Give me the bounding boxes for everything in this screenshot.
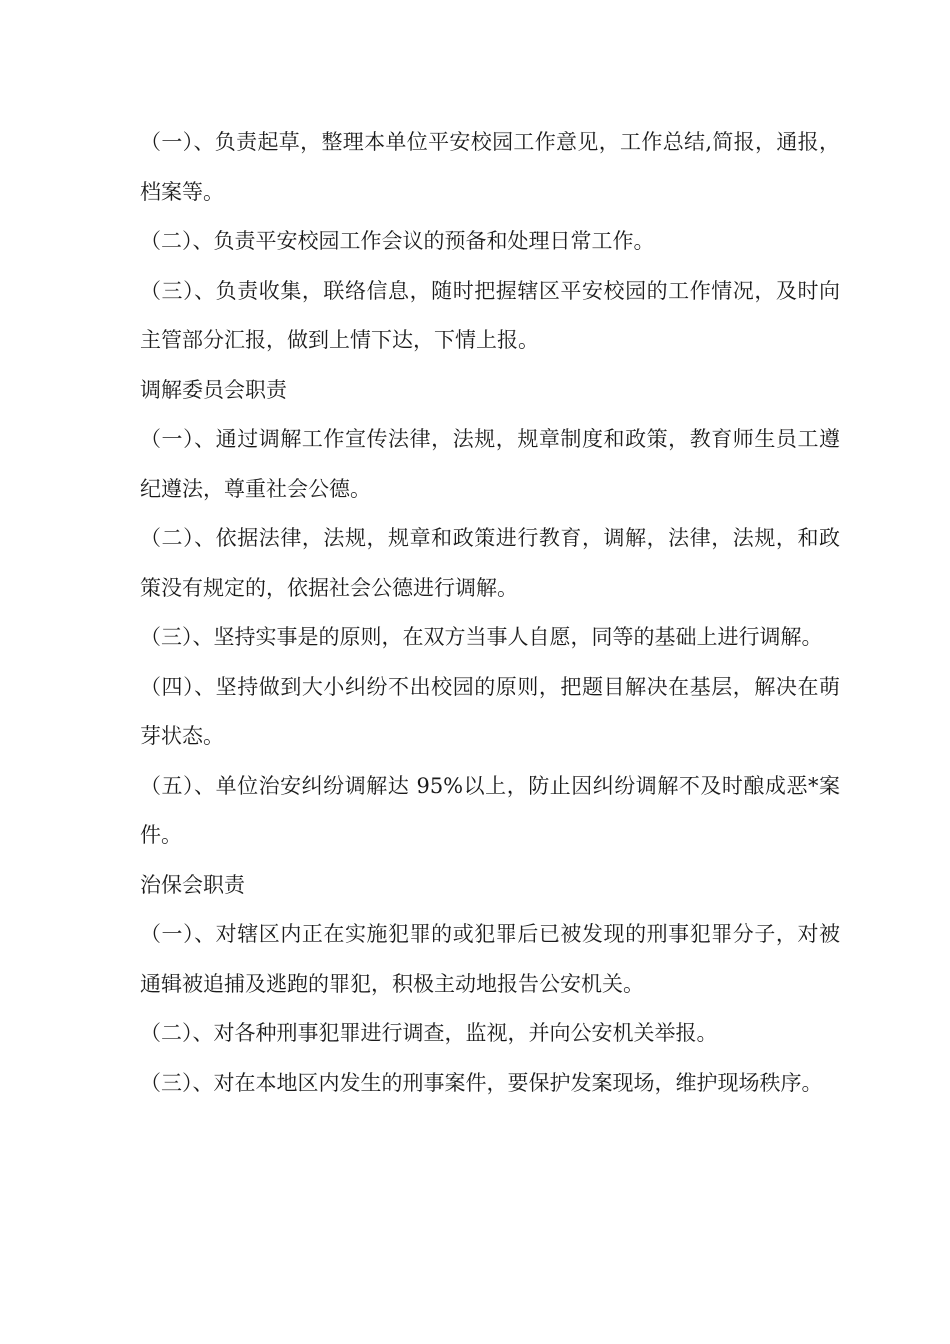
paragraph-5: （二）、依据法律，法规，规章和政策进行教育，调解，法律，法规，和政策没有规定的，依据社会公德进行调解。: [140, 526, 840, 600]
paragraph-10: （二）、对各种刑事犯罪进行调查，监视，并向公安机关举报。: [140, 1021, 718, 1045]
paragraph-3: （三）、负责收集，联络信息，随时把握辖区平安校园的工作情况，及时向主管部分汇报，做到上情下达，下情上报。: [140, 278, 840, 352]
paragraph-8: （五）、单位治安纠纷调解达 95%以上，防止因纠纷调解不及时酿成恶*案件。: [140, 773, 840, 847]
paragraph-2: （二）、负责平安校园工作会议的预备和处理日常工作。: [140, 229, 655, 253]
paragraph-11: （三）、对在本地区内发生的刑事案件，要保护发案现场，维护现场秩序。: [140, 1070, 823, 1095]
paragraph-6: （三）、坚持实事是的原则，在双方当事人自愿，同等的基础上进行调解。: [140, 625, 823, 649]
paragraph-9: （一）、对辖区内正在实施犯罪的或犯罪后已被发现的刑事犯罪分子，对被通辑被追捕及逃跑的罪犯，积极主动地报告公安机关。: [140, 922, 840, 996]
paragraph-4: （一）、通过调解工作宣传法律，法规，规章制度和政策，教育师生员工遵纪遵法，尊重社会公德。: [140, 427, 840, 501]
section-heading-mediation-committee: 调解委员会职责: [140, 377, 287, 402]
paragraph-1: （一）、负责起草，整理本单位平安校园工作意见，工作总结,简报，通报，档案等。: [140, 130, 840, 204]
section-heading-security-committee: 治保会职责: [140, 872, 245, 897]
document-body: [140, 118, 840, 1108]
paragraph-7: （四）、坚持做到大小纠纷不出校园的原则，把题目解决在基层，解决在萌芽状态。: [140, 674, 840, 748]
